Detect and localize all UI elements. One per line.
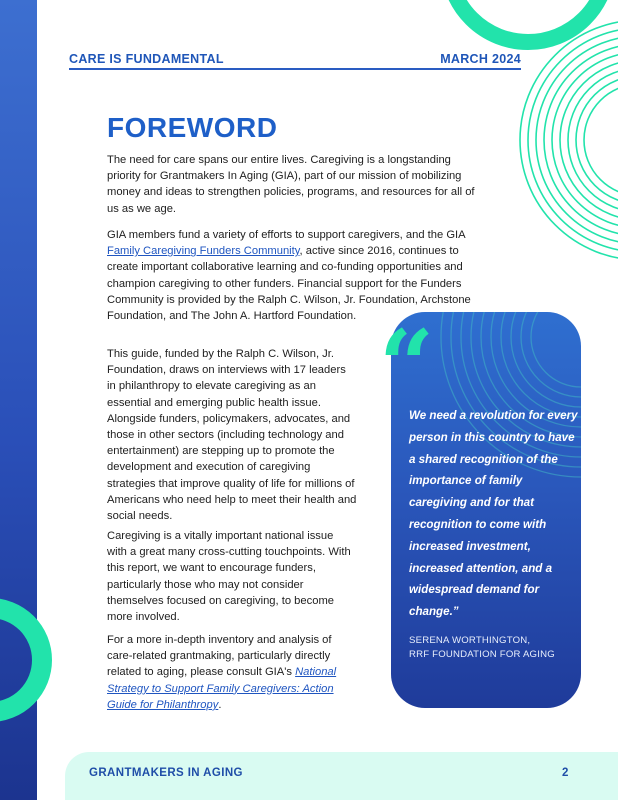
quote-mark-icon: “ — [379, 309, 435, 422]
paragraph-5-text-end: . — [218, 698, 222, 711]
national-strategy-link[interactable]: National Strategy to Support Family Caregivers: Action Guide for Philanthropy — [107, 666, 337, 711]
page-header — [69, 52, 521, 68]
quote-attribution — [409, 634, 555, 662]
page-footer — [65, 752, 618, 800]
quote-author: SERENA WORTHINGTON, — [409, 635, 531, 646]
bottom-left-ring-decoration — [0, 540, 80, 800]
report-date: MARCH 2024 — [440, 52, 521, 66]
pull-quote-text: We need a revolution for every person in this country to have a shared recognition of the importance of family caregiving and for that recognition to come with increased investment, increased attention, and a widespread demand for change.” — [409, 409, 578, 619]
paragraph-5-text-start: For a more in-depth inventory and analysis of care-related grantmaking, particularly directly related to aging, please consult GIA's — [107, 634, 332, 679]
report-title: CARE IS FUNDAMENTAL — [69, 52, 224, 66]
header-divider — [69, 68, 521, 70]
family-caregiving-funders-link[interactable]: Family Caregiving Funders Community — [107, 245, 300, 258]
paragraph-2-text-end: , active since 2016, continues to create important collaborative learning and co-funding opportunities and champion caregiving to other funders. Financial support for the Funders Community is provided by the Ralph C. Wilson, Jr. Foundation, Archstone Foundation, and The John A. Hartford Foundation. — [107, 245, 471, 323]
right-concentric-arcs-decoration — [500, 10, 618, 280]
paragraph-1: The need for care spans our entire lives. Caregiving is a longstanding priority for Grantmakers In Aging (GIA), part of our mission of mobilizing money and ideas to strengthen policies, programs, and resources for all of us as we age. — [107, 154, 475, 215]
paragraph-3: This guide, funded by the Ralph C. Wilson, Jr. Foundation, draws on interviews with 17 leaders in philanthropy to elevate caregiving as an essential and emerging public health issue. Alongside funders, policymakers, advocates, and those in other sectors (including technology and entertainment) are stepping up to promote the development and execution of caregiving strategies that improve quality of life for millions of Americans who need help to meet their health and social needs. — [107, 348, 357, 523]
footer-org-name: GRANTMAKERS IN AGING — [89, 767, 243, 779]
page-title: FOREWORD — [107, 112, 278, 143]
paragraph-4: Caregiving is a vitally important national issue with a great many cross-cutting touchpoints. With this report, we want to encourage funders, particularly those who may not consider themselves focused on caregiving, to become more involved. — [107, 530, 351, 624]
quote-author-org: RRF FOUNDATION FOR AGING — [409, 649, 555, 660]
paragraph-5 — [107, 632, 345, 713]
page-number: 2 — [562, 767, 569, 779]
paragraph-2-text-start: GIA members fund a variety of efforts to support caregivers, and the GIA — [107, 229, 465, 241]
